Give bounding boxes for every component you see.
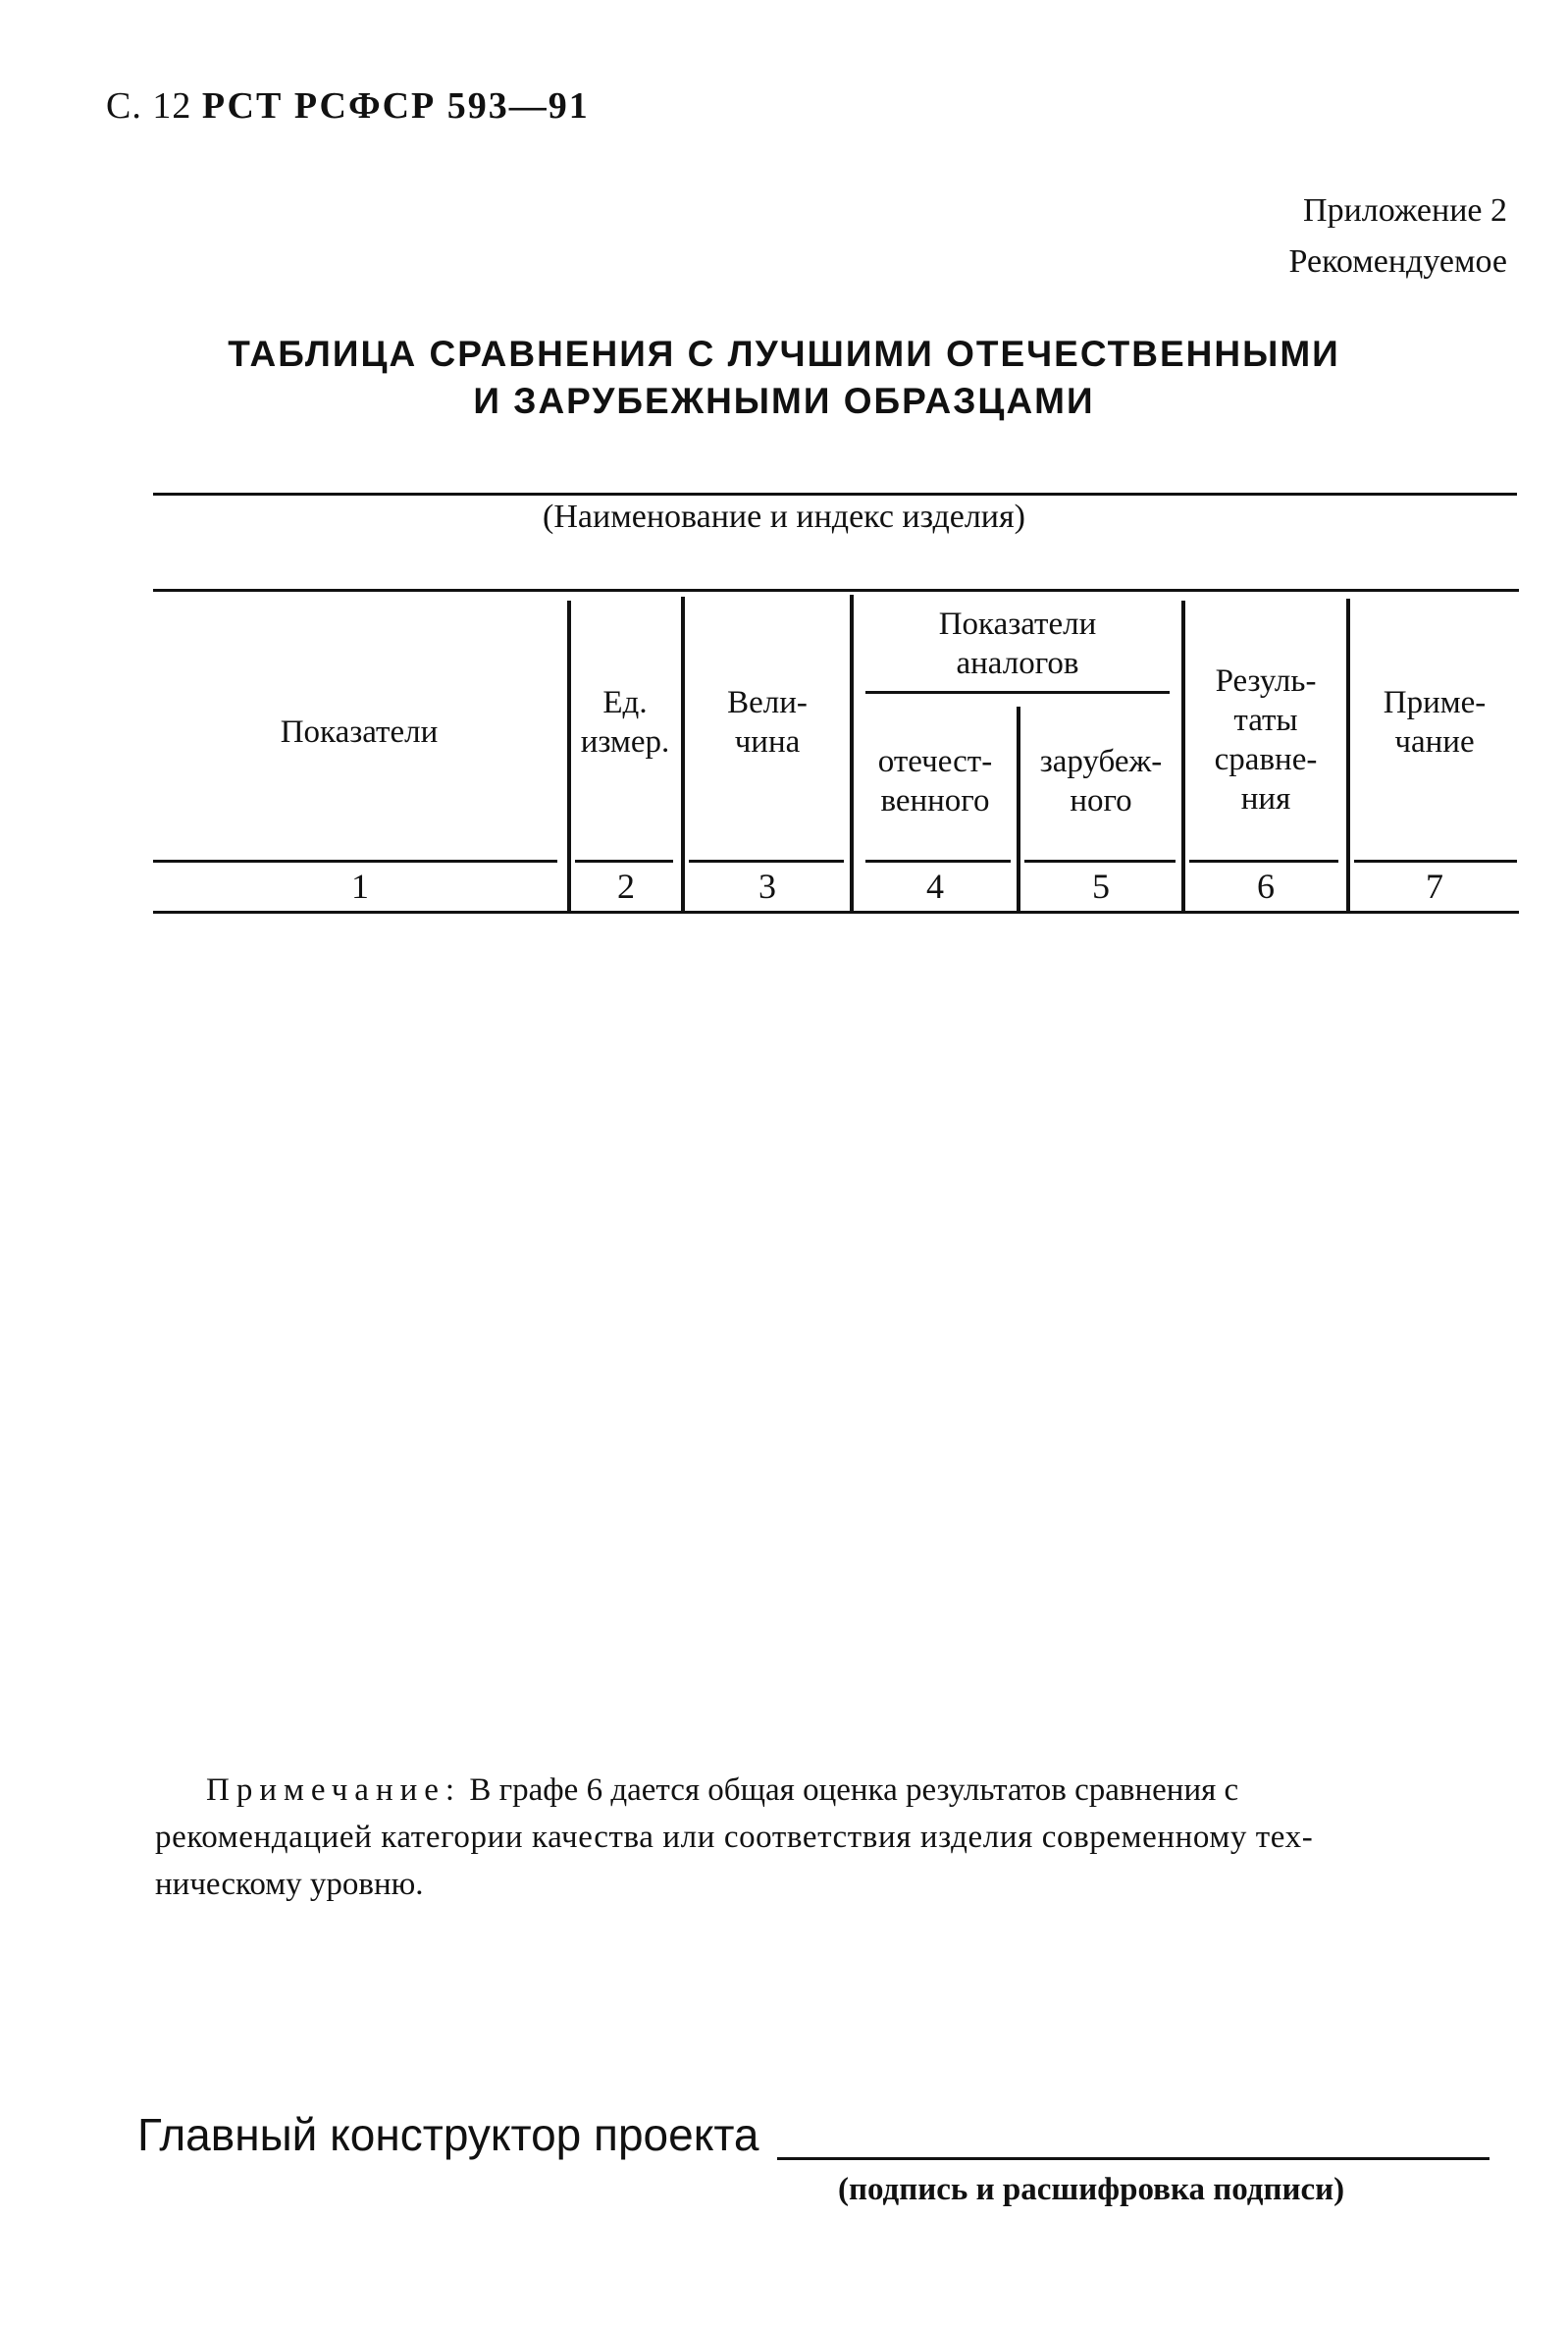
header-remark [1350,683,1519,762]
standard-code: РСТ РСФСР 593—91 [201,85,590,127]
header-value [685,683,850,762]
analogs-divider [865,691,1170,694]
column-number: 1 [351,867,369,906]
header-results-line: таты [1233,703,1298,738]
title-line-1: ТАБЛИЦА СРАВНЕНИЯ С ЛУЧШИМИ ОТЕЧЕСТВЕННЫМИ [228,334,1340,374]
header-results-line: ния [1240,781,1291,817]
title-line-2: И ЗАРУБЕЖНЫМИ ОБРАЗЦАМИ [473,381,1095,421]
note-label: Примечание: [206,1772,462,1808]
column-number: 3 [758,867,776,906]
chief-designer-label: Главный конструктор проекта [137,2109,759,2160]
header-domestic-line: венного [880,783,990,819]
header-analogs [854,605,1181,683]
page-header [106,84,590,128]
header-bottom-line [575,860,673,863]
column-number: 7 [1426,867,1443,906]
column-number: 5 [1092,867,1110,906]
header-value-line: Вели- [727,685,808,720]
header-bottom-line [1024,860,1176,863]
header-bottom-line [153,860,557,863]
header-analogs-line: Показатели [938,607,1097,642]
header-unit-line: измер. [580,724,670,760]
product-caption: (Наименование и индекс изделия) [543,499,1025,535]
header-unit [569,683,681,762]
header-foreign-line: ного [1070,783,1132,819]
column-number: 2 [617,867,635,906]
appendix-type: Рекомендуемое [1288,243,1507,280]
page-number: С. 12 [106,85,192,127]
header-domestic-line: отечест- [877,744,993,779]
header-results [1185,661,1346,819]
header-value-line: чина [734,724,801,760]
appendix-label: Приложение 2 [1303,192,1507,229]
header-bottom-line [1189,860,1338,863]
header-remark-line: чание [1394,724,1475,760]
header-foreign-line: зарубеж- [1039,744,1163,779]
column-number: 4 [926,867,944,906]
header-foreign [1020,742,1181,820]
header-remark-line: Приме- [1383,685,1487,720]
table-top-border [153,589,1519,592]
header-results-line: Резуль- [1215,663,1317,699]
signature-hint: (подпись и расшифровка подписи) [838,2172,1345,2207]
header-results-line: сравне- [1214,742,1318,777]
product-name-line [153,493,1517,496]
header-bottom-line [1354,860,1517,863]
header-bottom-line [689,860,844,863]
note-text: В графе 6 дается общая оценка результатов сравнения с [469,1772,1239,1808]
note-line-1 [206,1767,1238,1814]
signature-line [777,2157,1490,2160]
column-number: 6 [1257,867,1275,906]
note-line-2: рекомендацией категории качества или соответствия изделия современному тех- [155,1820,1314,1855]
header-analogs-line: аналогов [956,646,1079,681]
header-indicators: Показатели [280,714,439,750]
header-domestic [854,742,1017,820]
header-bottom-line [865,860,1011,863]
table-bottom-border [153,911,1519,914]
header-unit-line: Ед. [602,685,648,720]
note-line-3: ническому уровню. [155,1867,424,1902]
